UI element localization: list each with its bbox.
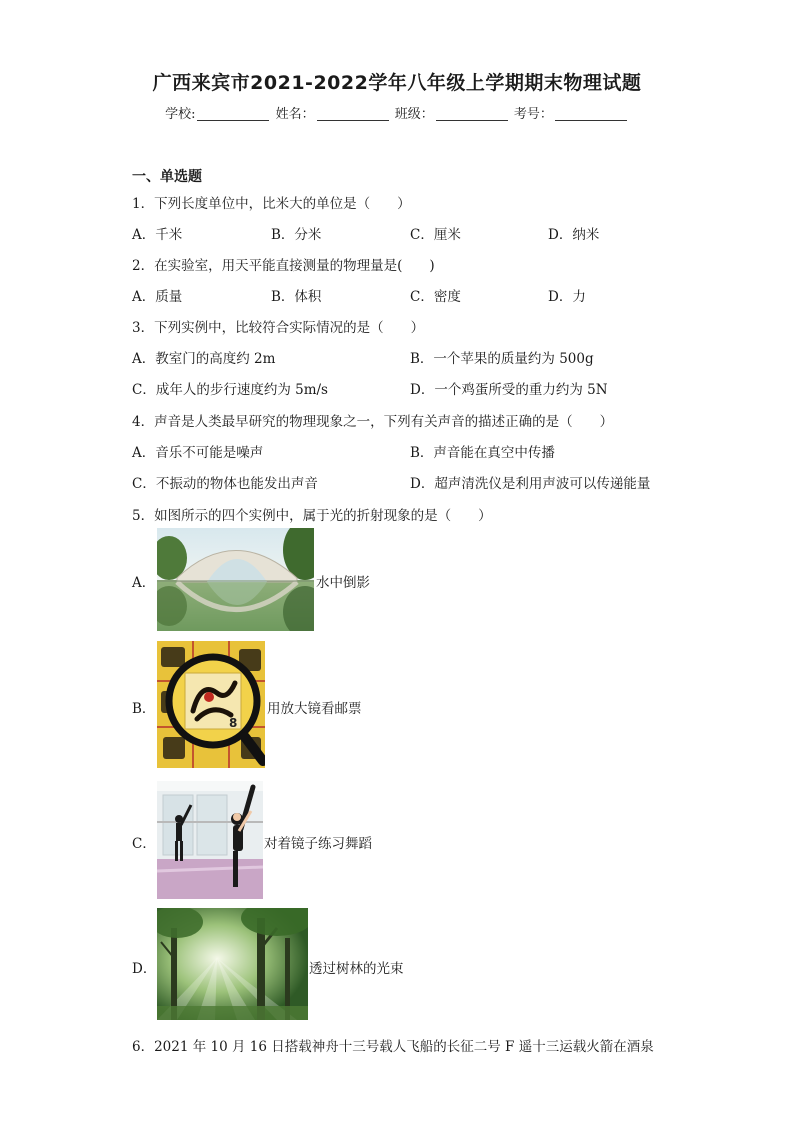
school-label: 学校: [165,107,196,122]
section-heading: 一、单选题 [132,169,202,185]
q5-caption-a: 水中倒影 [316,575,370,591]
class-blank[interactable] [436,106,508,121]
q4-option-a[interactable]: A．音乐不可能是噪声 [132,445,264,461]
q4-option-b[interactable]: B．声音能在真空中传播 [410,445,555,461]
q5-option-a[interactable]: A． [132,575,156,591]
class-label: 班级： [394,107,434,122]
q3-option-a[interactable]: A．教室门的高度约 2m [132,351,276,367]
q2-option-d[interactable]: D．力 [548,289,586,305]
q3-option-b[interactable]: B．一个苹果的质量约为 500g [410,351,594,367]
q5-caption-d: 透过树林的光束 [309,961,404,977]
q5-option-d[interactable]: D． [132,961,157,977]
q1-option-d[interactable]: D．纳米 [548,227,600,243]
q1-option-a[interactable]: A．千米 [132,227,183,243]
q5-caption-c: 对着镜子练习舞蹈 [264,836,372,852]
number-blank[interactable] [555,106,627,121]
stamp-digit: 8 [229,716,238,730]
question-4-stem: 4．声音是人类最早研究的物理现象之一，下列有关声音的描述正确的是（ ） [132,414,614,430]
magnifier-stamp-image[interactable] [157,641,265,768]
question-2-stem: 2．在实验室，用天平能直接测量的物理量是( ) [132,258,435,274]
q3-option-d[interactable]: D．一个鸡蛋所受的重力约为 5N [410,382,608,398]
page-title: 广西来宾市2021-2022学年八年级上学期期末物理试题 [152,72,642,94]
question-3-stem: 3．下列实例中，比较符合实际情况的是（ ） [132,320,425,336]
q2-option-c[interactable]: C．密度 [410,289,461,305]
name-label: 姓名： [275,107,315,122]
q4-option-c[interactable]: C．不振动的物体也能发出声音 [132,476,318,492]
q1-option-b[interactable]: B．分米 [271,227,322,243]
dance-mirror-image[interactable] [157,781,263,899]
name-blank[interactable] [317,106,389,121]
question-6-stem: 6．2021 年 10 月 16 日搭载神舟十三号载人飞船的长征二号 F 遥十三运载火箭在酒泉 [132,1039,654,1055]
question-1-stem: 1．下列长度单位中，比米大的单位是（ ） [132,196,411,212]
q2-option-b[interactable]: B．体积 [271,289,322,305]
forest-light-image[interactable] [157,908,308,1020]
bridge-reflection-image[interactable] [157,528,314,631]
q5-caption-b: 用放大镜看邮票 [267,701,362,717]
q5-option-c[interactable]: C． [132,836,156,852]
q3-option-c[interactable]: C．成年人的步行速度约为 5m/s [132,382,328,398]
q4-option-d[interactable]: D．超声清洗仪是利用声波可以传递能量 [410,476,651,492]
number-label: 考号： [513,107,553,122]
student-info-line [0,103,794,122]
q1-option-c[interactable]: C．厘米 [410,227,461,243]
q2-option-a[interactable]: A．质量 [132,289,183,305]
school-blank[interactable] [197,106,269,121]
question-5-stem: 5．如图所示的四个实例中，属于光的折射现象的是（ ） [132,508,492,524]
q5-option-b[interactable]: B． [132,701,156,717]
